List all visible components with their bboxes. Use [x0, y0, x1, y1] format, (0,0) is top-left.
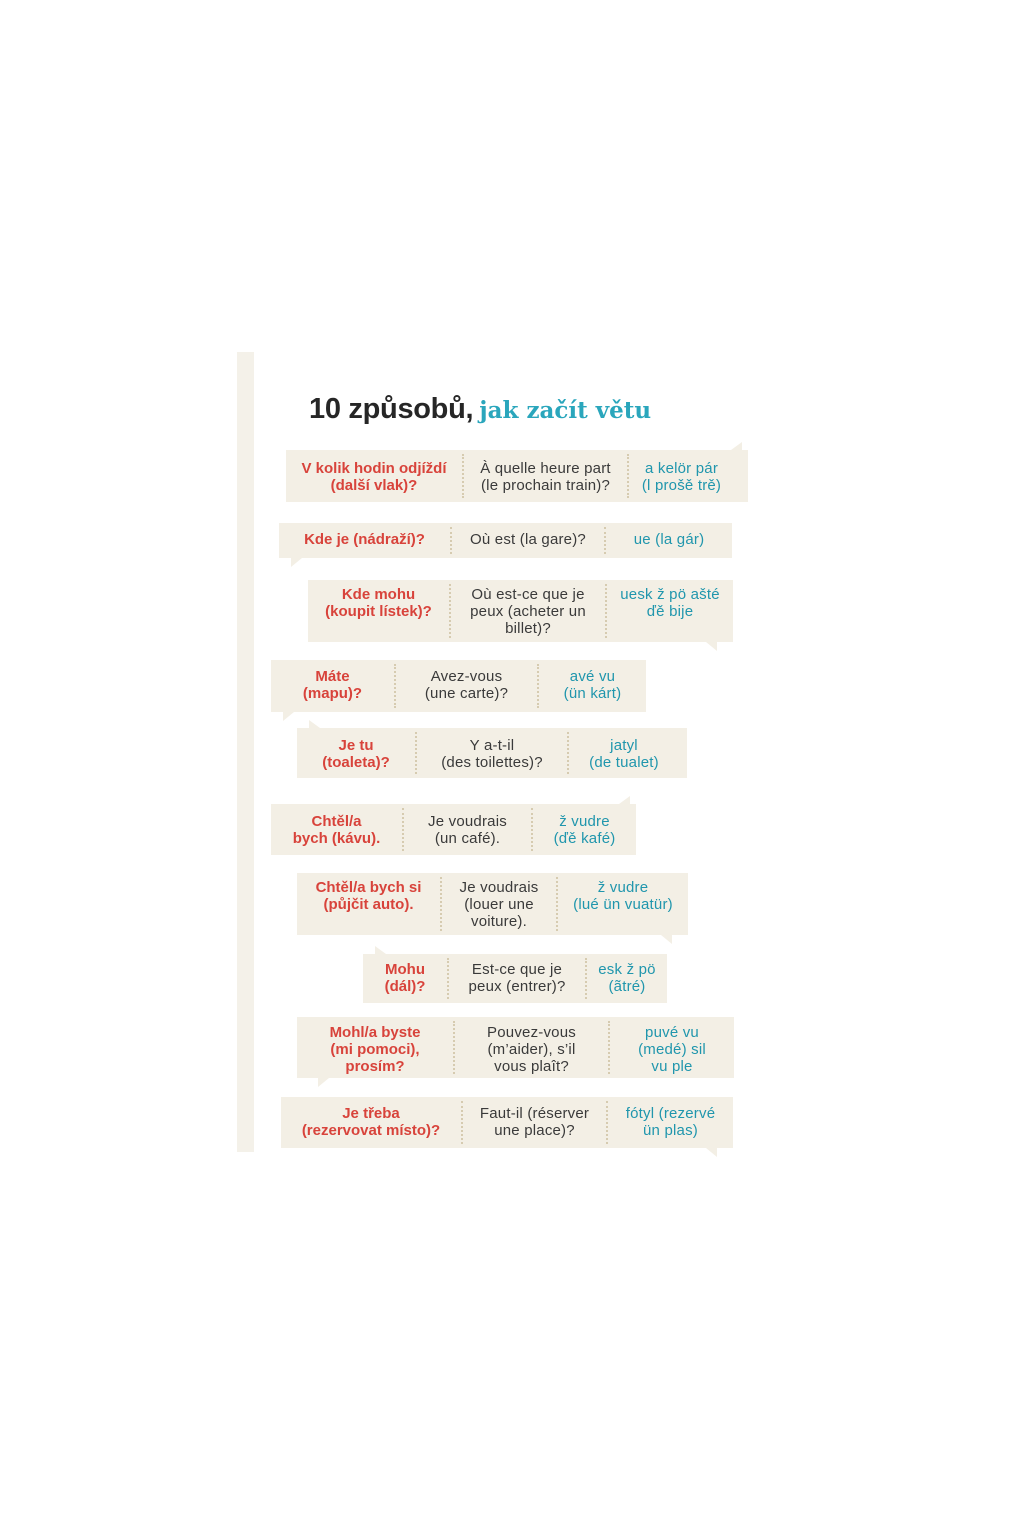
pronunciation-line: (lué ün vuatür)	[573, 896, 673, 913]
pronunciation-line: ue (la gár)	[633, 531, 705, 548]
pronunciation-line: uesk ž pö ašté	[620, 586, 720, 603]
phrase-row-1	[286, 450, 748, 502]
speech-bubble-tail	[731, 442, 742, 450]
czech-phrase	[297, 1017, 453, 1078]
french-phrase	[452, 523, 604, 558]
pronunciation	[606, 523, 732, 558]
french-phrase	[442, 873, 556, 935]
french-phrase	[417, 728, 567, 778]
czech-phrase-line: Chtěl/a bych si	[315, 879, 422, 896]
speech-bubble-tail	[706, 642, 717, 651]
czech-phrase-line: (půjčit auto).	[323, 896, 414, 913]
czech-phrase-line: Mohl/a byste	[329, 1024, 421, 1041]
speech-bubble-tail	[291, 558, 302, 567]
czech-phrase-line: Je třeba	[342, 1105, 400, 1122]
czech-phrase-line: bych (kávu).	[292, 830, 381, 847]
french-phrase-line: billet)?	[505, 620, 551, 637]
french-phrase	[404, 804, 531, 855]
french-phrase-line: voiture).	[471, 913, 527, 930]
pronunciation-line: (l prošě trě)	[641, 477, 722, 494]
page-title	[309, 392, 651, 426]
pronunciation-line: avé vu	[569, 668, 616, 685]
phrase-row-10	[281, 1097, 733, 1148]
czech-phrase	[286, 450, 462, 502]
czech-phrase	[363, 954, 447, 1003]
french-phrase-line: Où est (la gare)?	[470, 531, 586, 548]
czech-phrase-line: (mapu)?	[302, 685, 363, 702]
czech-phrase	[281, 1097, 461, 1148]
pronunciation-line: (de tualet)	[589, 754, 659, 771]
french-phrase-line: Je voudrais	[428, 813, 507, 830]
pronunciation-line: (ün kárt)	[563, 685, 622, 702]
speech-bubble-tail	[619, 796, 630, 804]
french-phrase-line: (une carte)?	[424, 685, 509, 702]
czech-phrase-line: Je tu	[338, 737, 374, 754]
french-phrase-line: À quelle heure part	[480, 460, 611, 477]
pronunciation	[607, 580, 733, 642]
czech-phrase	[297, 728, 415, 778]
french-phrase-line: Faut-il (réserver	[479, 1105, 590, 1122]
pronunciation-line: ďě bije	[646, 603, 694, 620]
pronunciation	[558, 873, 688, 935]
french-phrase-line: Est-ce que je	[471, 961, 563, 978]
phrase-row-2	[279, 523, 732, 558]
french-phrase-line: (louer une	[464, 896, 534, 913]
czech-phrase	[297, 873, 440, 935]
phrase-row-3	[308, 580, 733, 642]
french-phrase	[449, 954, 585, 1003]
speech-bubble-tail	[309, 720, 320, 728]
czech-phrase	[279, 523, 450, 558]
pronunciation	[610, 1017, 734, 1078]
french-phrase-line: vous plaît?	[494, 1058, 569, 1075]
pronunciation-line: (medé) sil	[638, 1041, 706, 1058]
czech-phrase	[271, 660, 394, 712]
czech-phrase	[308, 580, 449, 642]
pronunciation	[569, 728, 687, 778]
page-margin-strip	[237, 352, 254, 1152]
pronunciation-line: fótyl (rezervé	[625, 1105, 716, 1122]
french-phrase	[451, 580, 605, 642]
pronunciation-line: vu ple	[651, 1058, 693, 1075]
czech-phrase-line: Chtěl/a	[311, 813, 362, 830]
pronunciation	[539, 660, 646, 712]
czech-phrase-line: (další vlak)?	[330, 477, 418, 494]
czech-phrase-line: (koupit lístek)?	[325, 603, 432, 620]
pronunciation	[533, 804, 636, 855]
czech-phrase-line: (toaleta)?	[322, 754, 390, 771]
czech-phrase-line: (rezervovat místo)?	[301, 1122, 441, 1139]
pronunciation	[587, 954, 667, 1003]
pronunciation-line: ž vudre	[597, 879, 649, 896]
page-title-accent: jak začít větu	[479, 397, 652, 424]
french-phrase-line: peux (acheter un	[470, 603, 586, 620]
czech-phrase-line: Kde mohu	[341, 586, 416, 603]
czech-phrase	[271, 804, 402, 855]
speech-bubble-tail	[318, 1078, 329, 1087]
french-phrase	[396, 660, 537, 712]
czech-phrase-line: Mohu	[385, 961, 425, 978]
french-phrase-line: peux (entrer)?	[468, 978, 566, 995]
pronunciation-line: ž vudre	[559, 813, 610, 830]
phrase-row-4	[271, 660, 646, 712]
french-phrase	[463, 1097, 606, 1148]
pronunciation-line: puvé vu	[645, 1024, 699, 1041]
pronunciation-line: esk ž pö	[598, 961, 656, 978]
french-phrase-line: une place)?	[494, 1122, 575, 1139]
czech-phrase-line: V kolik hodin odjíždí	[301, 460, 447, 477]
pronunciation-line: (ãtré)	[608, 978, 646, 995]
czech-phrase-line: prosím?	[345, 1058, 405, 1075]
french-phrase-line: Je voudrais	[459, 879, 539, 896]
french-phrase-line: (m’aider), s’il	[487, 1041, 576, 1058]
pronunciation	[629, 450, 748, 502]
phrase-row-6	[271, 804, 636, 855]
french-phrase-line: Avez-vous	[430, 668, 503, 685]
french-phrase-line: Où est-ce que je	[471, 586, 585, 603]
speech-bubble-tail	[283, 712, 294, 721]
pronunciation-line: a kelör pár	[644, 460, 719, 477]
czech-phrase-line: (mi pomoci),	[330, 1041, 420, 1058]
pronunciation-line: (ďě kafé)	[553, 830, 616, 847]
french-phrase-line: Y a-t-il	[469, 737, 515, 754]
french-phrase	[455, 1017, 608, 1078]
speech-bubble-tail	[661, 935, 672, 944]
speech-bubble-tail	[706, 1148, 717, 1157]
phrase-row-8	[363, 954, 667, 1003]
pronunciation-line: jatyl	[610, 737, 638, 754]
pronunciation	[608, 1097, 733, 1148]
pronunciation-line: ün plas)	[643, 1122, 698, 1139]
czech-phrase-line: (dál)?	[384, 978, 426, 995]
speech-bubble-tail	[375, 946, 386, 954]
french-phrase	[464, 450, 627, 502]
czech-phrase-line: Kde je (nádraží)?	[304, 531, 425, 548]
french-phrase-line: (le prochain train)?	[480, 477, 611, 494]
french-phrase-line: Pouvez-vous	[487, 1024, 576, 1041]
page-title-main: 10 způsobů,	[309, 393, 474, 425]
french-phrase-line: (des toilettes)?	[441, 754, 543, 771]
phrase-row-7	[297, 873, 688, 935]
phrase-row-5	[297, 728, 687, 778]
czech-phrase-line: Máte	[315, 668, 350, 685]
french-phrase-line: (un café).	[434, 830, 501, 847]
phrase-row-9	[297, 1017, 734, 1078]
